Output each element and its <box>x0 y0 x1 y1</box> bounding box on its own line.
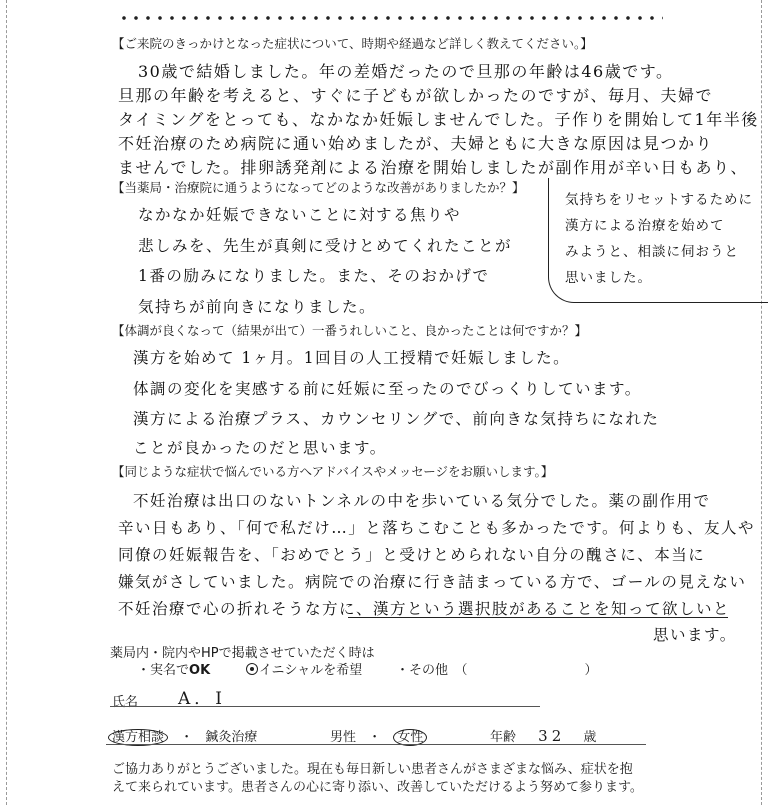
option-real-name-prefix: ・実名で <box>137 663 190 678</box>
thanks-line: ご協力ありがとうございました。現在も毎日新しい患者さんがさまざまな悩み、症状を抱 <box>112 762 633 777</box>
answer-1-line: 30歳で結婚しました。年の差婚だったので旦那の年齢は46歳です。 <box>138 62 674 81</box>
option-real-name[interactable] <box>137 659 210 678</box>
right-perforation <box>761 0 768 805</box>
answer-2-line: 悲しみを、先生が真剣に受けとめてくれたことが <box>138 237 513 255</box>
age-value: 32 <box>538 727 566 745</box>
answer-4-line: 辛い日もあり、「何で私だけ…」と落ちこむことも多かったです。何よりも、友人や <box>118 519 756 537</box>
question-4: 【同じような症状で悩んでいる方へアドバイスやメッセージをお願いします。】 <box>112 464 554 479</box>
selected-circle-icon <box>246 663 258 675</box>
age-label: 年齢 <box>490 730 517 745</box>
name-label: 氏名 <box>112 695 139 710</box>
thanks-line: えて来られています。患者さんの心に寄り添い、改善していただけるよう努めて参ります。 <box>112 780 643 795</box>
left-perforation <box>0 0 7 805</box>
side-note-line: 思いました。 <box>565 270 652 286</box>
side-note-line: 気持ちをリセットするために <box>565 192 753 208</box>
answer-3-line: 漢方による治療プラス、カウンセリングで、前向きな気持ちになれた <box>133 410 660 428</box>
answer-4-line: 同僚の妊娠報告を、「おめでとう」と受けとめられない自分の醜さに、本当に <box>118 546 706 564</box>
female-option[interactable]: 女性 <box>393 729 427 746</box>
answer-4-line: 不妊治療で心の折れそうな方に、漢方という選択肢があることを知って欲しいと <box>118 600 731 618</box>
gender-row <box>330 726 427 745</box>
answer-1-line: 旦那の年齢を考えると、すぐに子どもが欲しかったのですが、毎月、夫婦で <box>118 86 714 105</box>
answer-2-line: 気持ちが前向きになりました。 <box>138 298 377 316</box>
option-real-name-ok: OK <box>189 663 211 678</box>
answer-3-line: 漢方を始めて 1ヶ月。1回目の人工授精で妊娠しました。 <box>133 349 571 367</box>
answer-4-line: 不妊治療は出口のないトンネルの中を歩いている気分でした。薬の副作用で <box>133 492 711 510</box>
age-unit: 歳 <box>583 730 597 745</box>
option-initial-label: イニシャルを希望 <box>259 663 363 678</box>
answer-1-line: ませんでした。排卵誘発剤による治療を開始しましたが副作用が辛い日もあり、 <box>118 158 749 177</box>
emphasis-underline <box>348 617 728 618</box>
side-note-line: 漢方による治療を始めて <box>565 218 725 234</box>
answer-3-line: 体調の変化を実感する前に妊娠に至ったのでびっくりしています。 <box>133 380 642 398</box>
name-rule <box>110 706 540 707</box>
profile-rule <box>106 744 646 745</box>
answer-1-line: タイミングをとっても、なかなか妊娠しませんでした。子作りを開始して1年半後 <box>118 110 759 129</box>
answer-3-line: ことが良かったのだと思います。 <box>133 439 387 457</box>
answer-2-line: 1番の励みになりました。また、そのおかげで <box>138 267 490 285</box>
profile-row <box>108 726 257 745</box>
answer-1-line: 不妊治療のため病院に通い始めましたが、夫婦ともに大きな原因は見つかり <box>118 134 714 153</box>
option-initial[interactable] <box>246 659 362 678</box>
acupuncture-option[interactable]: 鍼灸治療 <box>205 730 258 745</box>
name-value: A．I <box>178 689 226 709</box>
question-3: 【体調が良くなって（結果が出て）一番うれしいこと、良かったことは何ですか？】 <box>112 323 588 338</box>
answer-4-line: 思います。 <box>653 626 737 644</box>
question-2: 【当薬局・治療院に通うようになってどのような改善がありましたか？】 <box>112 180 525 195</box>
answer-4-line: 嫌気がさしていました。病院での治療に行き詰まっている方で、ゴールの見えない <box>118 573 747 591</box>
gender-sep: ・ <box>368 730 382 745</box>
dotted-border <box>118 14 663 22</box>
question-1: 【ご来院のきっかけとなった症状について、時期や経過など詳しく教えてください。】 <box>112 36 593 51</box>
kampo-option[interactable]: 漢方相談 <box>108 729 168 746</box>
option-other[interactable]: ・その他 （ ） <box>396 663 598 678</box>
age-row <box>490 726 596 745</box>
profile-sep: ・ <box>180 730 194 745</box>
male-option[interactable]: 男性 <box>330 730 357 745</box>
side-note-line: みようと、相談に伺おうと <box>565 244 739 260</box>
consent-line: 薬局内・院内やHPで掲載させていただく時は <box>110 646 375 661</box>
answer-2-line: なかなか妊娠できないことに対する焦りや <box>138 206 462 224</box>
